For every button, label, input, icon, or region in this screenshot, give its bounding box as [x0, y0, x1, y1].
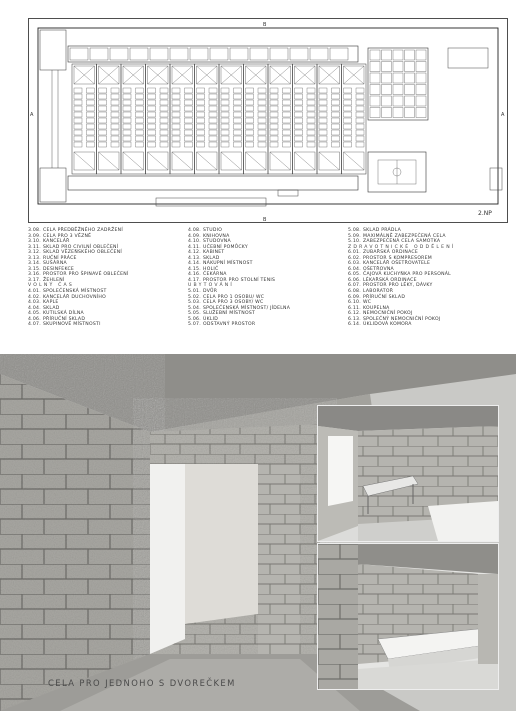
legend-item-label: CELA PRO 3 OSOBY/ WC [203, 300, 264, 306]
legend-item-label: OŠETŘOVNA [363, 266, 394, 272]
legend-item-label: LABORATOŘ [363, 289, 394, 295]
legend-column-1 [28, 228, 129, 328]
legend-item-label: KNIHOVNA [203, 233, 230, 239]
legend-item-label: SKLAD VĚZEŇSKÉHO OBLEČENÍ [43, 250, 123, 256]
legend-item-label: PŘÍRUČNÍ SKLAD [363, 294, 406, 300]
legend-item-code: 6.10. [348, 300, 361, 306]
legend-item-code: 3.13. [28, 255, 41, 261]
legend-item-label: SKUPINOVÉ MÍSTNOSTI [43, 322, 101, 328]
legend-item-label: PROSTOR PRO LÉKY, DÁVKY [363, 283, 433, 289]
legend-item-label: STUDOVNA [203, 239, 231, 245]
legend-item-code: 4.07. [28, 322, 41, 328]
legend-item-code: 5.10. [348, 239, 361, 245]
legend-item-label: ZUBAŘSKÁ ORDINACE [363, 250, 419, 256]
legend-item-code: 6.03. [348, 261, 361, 267]
inset-render-cell-bed [317, 543, 499, 690]
legend-item-label: KANCELÁŘ DUCHOVNÍHO [43, 294, 106, 300]
legend-item-label: KOUPELNA [363, 305, 390, 311]
legend-item-code: 4.01. [28, 289, 41, 295]
legend-item-code: 6.01. [348, 250, 361, 256]
legend-item-label: KAPLE [43, 300, 59, 306]
legend-item-code: 5.04. [188, 305, 201, 311]
legend-section-heading: VOLNÝ ČAS [28, 283, 75, 289]
legend-item-label: SLUŽEBNÍ MÍSTNOST [203, 311, 256, 317]
section-mark-a-left: A [30, 112, 34, 118]
legend-item-label: DVŮR [203, 289, 218, 295]
legend-item-code: 5.03. [188, 300, 201, 306]
legend-item-code: 6.05. [348, 272, 361, 278]
legend-item-code: 4.04. [28, 305, 41, 311]
legend-item-label: NEMOCNIČNÍ POKOJ [363, 311, 413, 317]
legend-item-code: 4.15. [188, 266, 201, 272]
legend-item-label: NÁKUPNÍ MÍSTNOST [203, 261, 253, 267]
legend-item-code: 5.09. [348, 233, 361, 239]
legend-item-label: ČEKÁRNA [203, 272, 227, 278]
legend-item-code: 3.17. [28, 277, 41, 283]
legend-item-code: 5.06. [188, 316, 201, 322]
legend-item-label: ÚKLID [203, 316, 219, 322]
legend-item-code: 6.14. [348, 322, 361, 328]
legend-item-label: LÉKAŘSKÁ ORDINACE [363, 277, 417, 283]
legend-item-code: 4.05. [28, 311, 41, 317]
legend-item-code: 5.01. [188, 289, 201, 295]
legend-item [348, 322, 455, 328]
legend-item-label: MAXIMÁLNĚ ZABEZPEČENÁ CELA [363, 233, 446, 239]
section-mark-b-bottom: B [263, 217, 267, 223]
legend-item [348, 239, 455, 245]
section-mark-a-right: A [501, 112, 505, 118]
legend-section-heading: ZDRAVOTNICKÉ ODDĚLENÍ [348, 244, 456, 250]
legend-column-2 [188, 228, 290, 328]
rendering-caption: CELA PRO JEDNOHO S DVOREČKEM [48, 678, 236, 688]
legend-item-label: PROSTOR PRO ŠPINAVÉ OBLEČENÍ [43, 272, 129, 278]
legend-item-code: 6.06. [348, 277, 361, 283]
legend-item-label: PŘÍRUČNÍ SKLAD [43, 316, 86, 322]
legend-item-label: SKLAD [203, 255, 220, 261]
inset-render-cell-table [317, 405, 499, 542]
legend-item-label: ŽEHLENÍ [43, 277, 65, 283]
legend-item-code: 4.10. [188, 239, 201, 245]
legend-item-label: SUŠÁRNA [43, 261, 67, 267]
legend-item-code: 3.08. [28, 228, 41, 233]
legend-item-label: STUDIO [203, 228, 223, 233]
legend-item-label: ODSTAVNÝ PROSTOR [203, 322, 256, 328]
legend-item-code: 4.14. [188, 261, 201, 267]
legend-item-label: SKLAD [43, 305, 60, 311]
section-mark-b-top: B [263, 22, 267, 28]
legend-item-code: 6.02. [348, 255, 361, 261]
legend-item-code: 5.07. [188, 322, 201, 328]
legend-item-code: 5.05. [188, 311, 201, 317]
legend-item-code: 5.08. [348, 228, 361, 233]
legend-item-label: PROSTOR PRO STOLNÍ TENIS [203, 277, 276, 283]
legend-item-code: 4.13. [188, 255, 201, 261]
legend-item-code: 6.13. [348, 316, 361, 322]
legend-item-label: RUČNÍ PRÁCE [43, 255, 77, 261]
legend-item-label: CELA PŘEDBĚŽNÉHO ZADRŽENÍ [43, 228, 123, 233]
legend-item-code: 5.02. [188, 294, 201, 300]
legend-item-code: 3.14. [28, 261, 41, 267]
legend-item-code: 3.10. [28, 239, 41, 245]
legend-item-code: 4.02. [28, 294, 41, 300]
legend-item-code: 6.09. [348, 294, 361, 300]
legend-item-label: KANCELÁŘ [43, 239, 70, 245]
legend-item-code: 4.12. [188, 250, 201, 256]
legend-item-code: 4.03. [28, 300, 41, 306]
legend-item-label: SKLAD PRO CIVILNÍ OBLEČENÍ [43, 244, 119, 250]
legend-item-code: 4.09. [188, 233, 201, 239]
legend-item-code: 6.07. [348, 283, 361, 289]
legend-item [188, 322, 290, 328]
legend-item-label: CELA PRO 3 VĚZNĚ [43, 233, 92, 239]
legend-item-code: 4.11. [188, 244, 201, 250]
legend-item-code: 6.11. [348, 305, 361, 311]
floor-plan [28, 18, 508, 223]
legend-item-code: 3.16. [28, 272, 41, 278]
legend-item-code: 3.12. [28, 250, 41, 256]
legend-item-code: 3.11. [28, 244, 41, 250]
legend-item-label: SPOLEČENSKÁ MÍSTNOST [43, 289, 107, 295]
legend-item-label: UČEBNÍ POMŮCKY [203, 244, 248, 250]
legend-column-3 [348, 228, 455, 328]
legend-item-label: SPOLEČENSKÁ MÍSTNOST/ JÍDELNA [203, 305, 291, 311]
legend-item-code: 4.08. [188, 228, 201, 233]
legend-item-label: ČAJOVÁ KUCHYŇKA PRO PERSONÁL [363, 272, 451, 278]
legend-item-label: KANCELÁŘ OŠETŘOVATELE [363, 261, 431, 267]
legend-item-code: 6.04. [348, 266, 361, 272]
room-legend [28, 228, 508, 353]
legend-item-label: WC [363, 300, 372, 306]
legend-item-label: SKLAD PRÁDLA [363, 228, 401, 233]
legend-item-code: 4.16. [188, 272, 201, 278]
legend-item-label: PROSTOR S KOMPRESOREM [363, 255, 432, 261]
legend-section-heading: UBYTOVÁNÍ [188, 283, 234, 289]
level-label: 2.NP [478, 210, 492, 217]
legend-item-label: SPOLEČNÝ NEMOCNIČNÍ POKOJ [363, 316, 441, 322]
legend-item-code: 6.08. [348, 289, 361, 295]
legend-item-code: 3.15. [28, 266, 41, 272]
legend-item-label: DESINFEKCE [43, 266, 75, 272]
legend-item-label: KUTILSKÁ DÍLNA [43, 311, 84, 317]
legend-item-label: ZABEZPEČENÁ CELA SAMOTKA [363, 239, 441, 245]
legend-item-code: 6.12. [348, 311, 361, 317]
legend-item-code: 4.17. [188, 277, 201, 283]
legend-item [28, 322, 129, 328]
legend-item-code: 3.09. [28, 233, 41, 239]
legend-item-label: CELA PRO 1 OSOBU/ WC [203, 294, 265, 300]
legend-item-code: 4.06. [28, 316, 41, 322]
legend-item-label: KABINET [203, 250, 225, 256]
legend-item-label: ÚKLIDOVÁ KOMORA [363, 322, 412, 328]
legend-item-label: HOLIČ [203, 266, 219, 272]
